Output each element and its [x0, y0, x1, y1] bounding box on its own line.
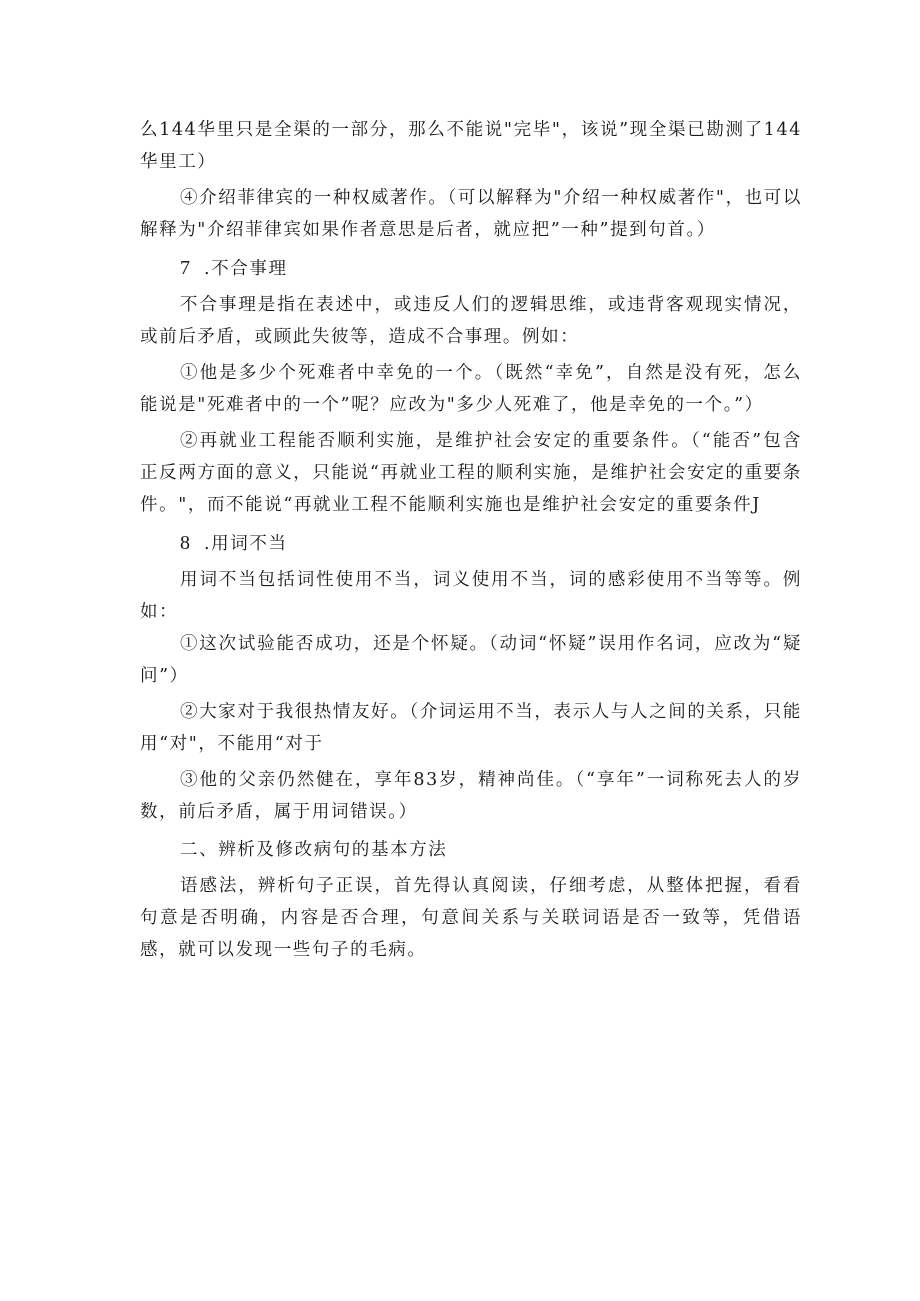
section-7-example-2: ②再就业工程能否顺利实施，是维护社会安定的重要条件。（“能否”包含正反两方面的意义，只能说“再就业工程的顺利实施，是维护社会安定的重要条件。"，而不能说“再就业工程不能顺利实施也是维护社会安定的重要条件J — [140, 431, 802, 515]
section-7-heading — [140, 252, 802, 285]
section-7-title: .不合事理 — [204, 259, 288, 279]
part-2-paragraph: 语感法，辨析句子正误，首先得认真阅读，仔细考虑，从整体把握，看看句意是否明确，内容是否合理，句意间关系与关联词语是否一致等，凭借语感，就可以发现一些句子的毛病。 — [140, 876, 802, 960]
section-7-example-1: ①他是多少个死难者中幸免的一个。（既然“幸免”，自然是没有死，怎么能说是"死难者中的一个”呢？应改为"多少人死难了，他是幸免的一个。”） — [140, 363, 802, 415]
section-8-example-1: ①这次试验能否成功，还是个怀疑。（动词“怀疑”误用作名词，应改为“疑问”） — [140, 634, 802, 686]
example-4-paragraph: ④介绍菲律宾的一种权威著作。（可以解释为"介绍一种权威著作"，也可以解释为"介绍菲律宾如果作者意思是后者，就应把”一种”提到句首。） — [140, 188, 802, 240]
section-8-intro: 用词不当包括词性使用不当，词义使用不当，词的感彩使用不当等等。例如： — [140, 570, 802, 622]
section-8-example-2: ②大家对于我很热情友好。（介词运用不当，表示人与人之间的关系，只能用“对"，不能用“对于 — [140, 702, 802, 754]
part-2-heading: 二、辨析及修改病句的基本方法 — [180, 840, 448, 860]
section-8-number: 8 — [180, 532, 190, 554]
section-8-example-3: ③他的父亲仍然健在，享年83岁，精神尚佳。（“享年”一词称死去人的岁数，前后矛盾，属于用词错误。） — [140, 770, 802, 822]
section-7-number: 7 — [180, 257, 190, 279]
section-8-title: .用词不当 — [204, 534, 288, 554]
document-body — [140, 114, 802, 966]
section-7-intro: 不合事理是指在表述中，或违反人们的逻辑思维，或违背客观现实情况，或前后矛盾，或顾此失彼等，造成不合事理。例如： — [140, 295, 802, 347]
continuation-paragraph: 么144华里只是全渠的一部分，那么不能说"完毕"，该说”现全渠已勘测了144华里工） — [140, 120, 802, 172]
section-8-heading — [140, 527, 802, 560]
